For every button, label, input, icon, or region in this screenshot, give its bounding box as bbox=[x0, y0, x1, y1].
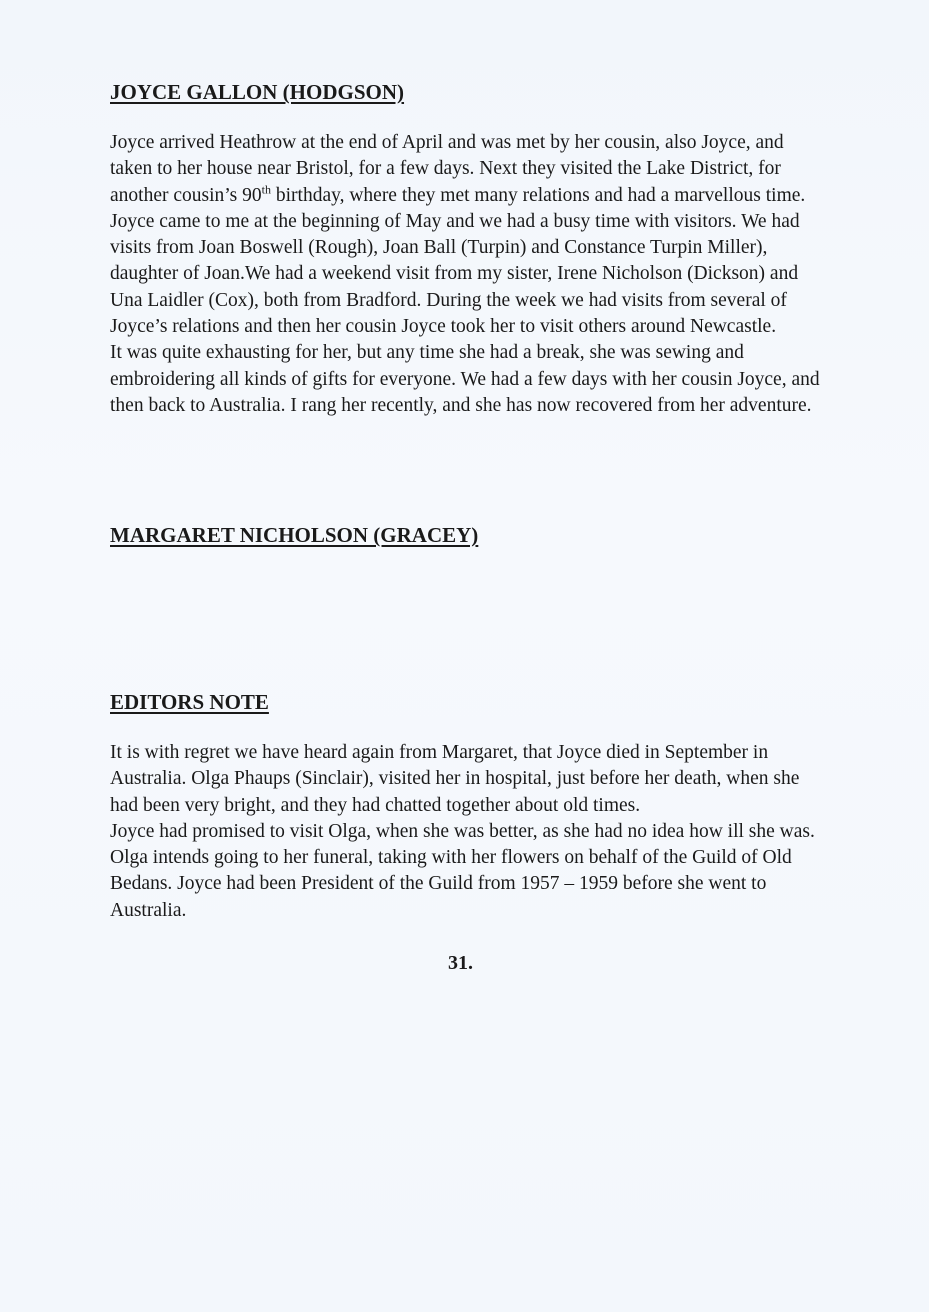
ordinal-suffix: th bbox=[261, 182, 271, 197]
joyce-paragraph-2: It was quite exhausting for her, but any time she had a break, she was sewing and embroidering all kinds of gifts for everyone. We had a few days with her cousin Joyce, and then back to Australia. I rang her recently, and she has now recovered from her adventure. bbox=[110, 342, 820, 416]
author-signature: MARGARET NICHOLSON (GRACEY) bbox=[110, 523, 479, 547]
editors-note-paragraph-2: Joyce had promised to visit Olga, when she was better, as she had no idea how ill she was. Olga intends going to her funeral, taking with her flowers on behalf of the Guild of Old Bedans. Joyce had been President of the Guild from 1957 – 1959 before she went to Australia. bbox=[110, 820, 815, 921]
section-heading-editors-note: EDITORS NOTE bbox=[110, 690, 269, 714]
joyce-body bbox=[110, 130, 822, 419]
joyce-paragraph-1: Joyce arrived Heathrow at the end of April and was met by her cousin, also Joyce, and taken to her house near Bristol, for a few days. Next they visited the Lake District, for another cousin’s 90th birthday, where they met many relations and had a marvellous time. Joyce came to me at the beginning of May and we had a busy time with visitors. We had visits from Joan Boswell (Rough), Joan Ball (Turpin) and Constance Turpin Miller), daughter of Joan.We had a weekend visit from my sister, Irene Nicholson (Dickson) and Una Laidler (Cox), both from Bradford. During the week we had visits from several of Joyce’s relations and then her cousin Joyce took her to visit others around Newcastle. bbox=[110, 132, 806, 338]
page-number: 31. bbox=[448, 952, 473, 974]
editors-note-paragraph-1: It is with regret we have heard again from Margaret, that Joyce died in September in Australia. Olga Phaups (Sinclair), visited her in hospital, just before her death, when she had been very bright, and they had chatted together about old times. bbox=[110, 742, 800, 816]
editors-note-body bbox=[110, 740, 822, 924]
section-heading-joyce: JOYCE GALLON (HODGSON) bbox=[110, 80, 405, 104]
